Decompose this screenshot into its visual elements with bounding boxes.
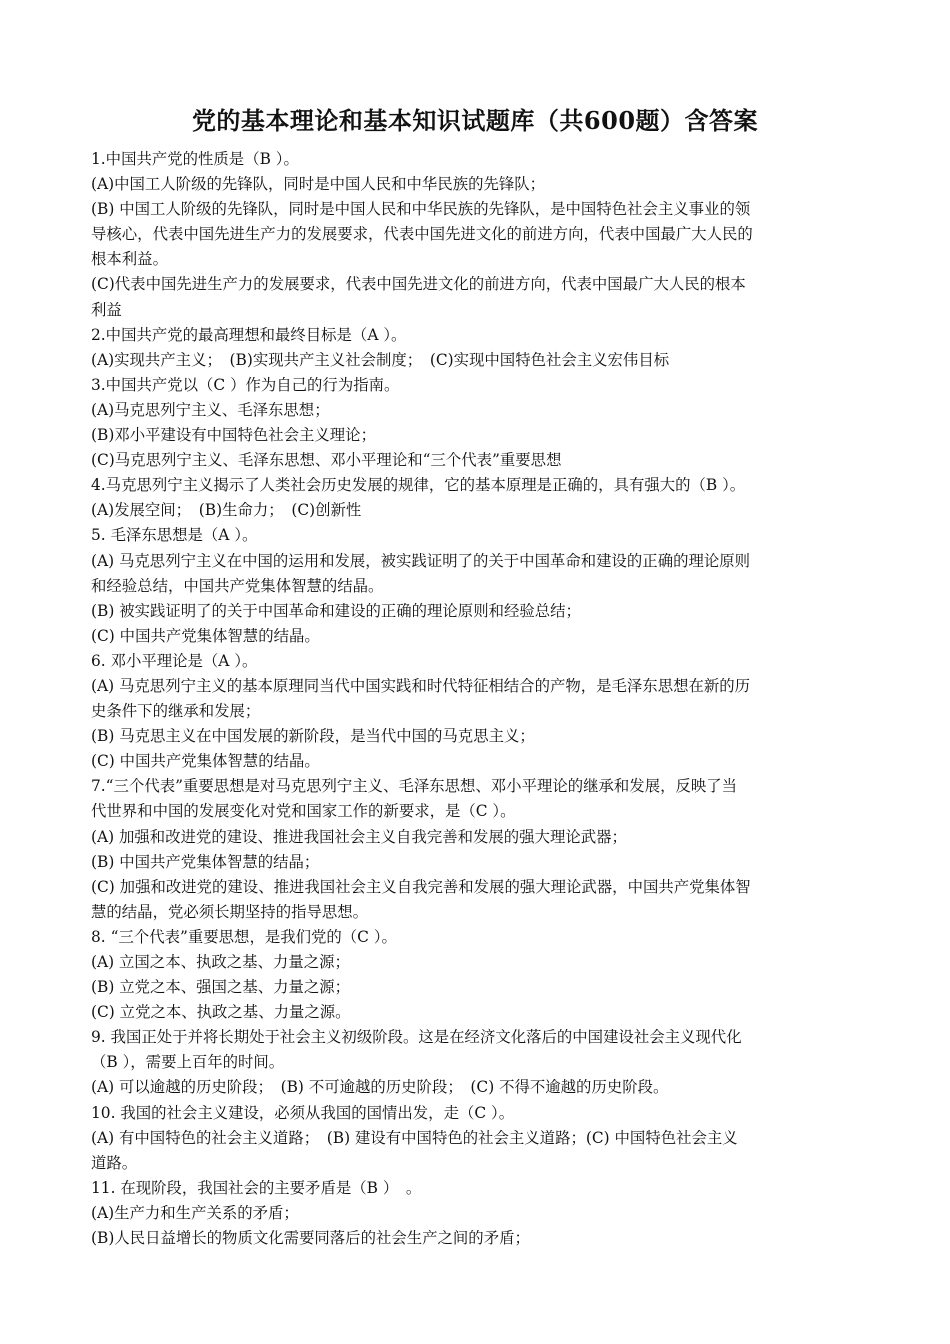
text-line: 导核心，代表中国先进生产力的发展要求，代表中国先进文化的前进方向，代表中国最广大人民的 — [91, 225, 753, 244]
text-line: 道路。 — [91, 1153, 138, 1172]
text-line: (C) 立党之本、执政之基、力量之源。 — [91, 1003, 351, 1022]
text-line: (C)代表中国先进生产力的发展要求，代表中国先进文化的前进方向，代表中国最广大人民的根本 — [91, 275, 746, 294]
text-line: 代世界和中国的发展变化对党和国家工作的新要求，是（C ）。 — [91, 802, 516, 821]
text-line: 史条件下的继承和发展； — [91, 702, 261, 721]
text-line: (B) 马克思主义在中国发展的新阶段，是当代中国的马克思主义； — [91, 727, 535, 746]
text-line: (A) 马克思列宁主义在中国的运用和发展，被实践证明了的关于中国革命和建设的正确的理论原则 — [91, 551, 751, 570]
document-body — [91, 147, 819, 1251]
text-line: 1.中国共产党的性质是（B ）。 — [91, 150, 299, 168]
text-line: 2.中国共产党的最高理想和最终目标是（A ）。 — [91, 325, 407, 344]
text-line: (C) 中国共产党集体智慧的结晶。 — [91, 752, 320, 771]
text-line: 5. 毛泽东思想是（A ）。 — [91, 526, 258, 545]
text-line: 3.中国共产党以（C ）作为自己的行为指南。 — [91, 375, 400, 394]
text-line: 和经验总结，中国共产党集体智慧的结晶。 — [91, 576, 384, 595]
text-line: (A)生产力和生产关系的矛盾； — [91, 1203, 299, 1222]
text-line: (A)中国工人阶级的先锋队，同时是中国人民和中华民族的先锋队； — [91, 175, 546, 194]
text-line: (A) 有中国特色的社会主义道路； (B) 建设有中国特色的社会主义道路；(C) 中国特色社会主义 — [91, 1128, 738, 1147]
text-line: 7.“三个代表”重要思想是对马克思列宁主义、毛泽东思想、邓小平理论的继承和发展，反映了当 — [91, 777, 738, 796]
text-line: (C) 中国共产党集体智慧的结晶。 — [91, 626, 320, 645]
document-title: 党的基本理论和基本知识试题库（共600题）含答案 — [191, 106, 759, 135]
text-line: (A)发展空间； (B)生命力； (C)创新性 — [91, 501, 362, 520]
text-line: 根本利益。 — [91, 250, 168, 269]
text-line: (B) 被实践证明了的关于中国革命和建设的正确的理论原则和经验总结； — [91, 601, 581, 620]
text-line: 4.马克思列宁主义揭示了人类社会历史发展的规律，它的基本原理是正确的，具有强大的（B ）。 — [91, 476, 746, 495]
text-line: （B ），需要上百年的时间。 — [91, 1053, 285, 1072]
text-line: (B)人民日益增长的物质文化需要同落后的社会生产之间的矛盾； — [91, 1229, 530, 1248]
text-line: (A) 可以逾越的历史阶段； (B) 不可逾越的历史阶段； (C) 不得不逾越的历史阶段。 — [91, 1078, 669, 1097]
text-line: (A)实现共产主义； (B)实现共产主义社会制度； (C)实现中国特色社会主义宏伟目标 — [91, 350, 670, 369]
text-line: (B) 中国共产党集体智慧的结晶； — [91, 852, 320, 871]
text-line: (A) 立国之本、执政之基、力量之源； — [91, 953, 350, 971]
text-line: (B) 立党之本、强国之基、力量之源； — [91, 978, 351, 997]
text-line: (A)马克思列宁主义、毛泽东思想； — [91, 400, 330, 419]
text-line: (B) 中国工人阶级的先锋队，同时是中国人民和中华民族的先锋队，是中国特色社会主义事业的领 — [91, 200, 751, 219]
text-line: 慧的结晶，党必须长期坚持的指导思想。 — [91, 902, 369, 921]
text-line: (A) 加强和改进党的建设、推进我国社会主义自我完善和发展的强大理论武器； — [91, 827, 627, 846]
text-line: (B)邓小平建设有中国特色社会主义理论； — [91, 426, 376, 445]
text-line: (C) 加强和改进党的建设、推进我国社会主义自我完善和发展的强大理论武器，中国共产党集体智 — [91, 877, 751, 896]
text-line: (A) 马克思列宁主义的基本原理同当代中国实践和时代特征相结合的产物，是毛泽东思想在新的历 — [91, 676, 751, 695]
text-line: 6. 邓小平理论是（A ）。 — [91, 651, 258, 670]
text-line: 9. 我国正处于并将长期处于社会主义初级阶段。这是在经济文化落后的中国建设社会主义现代化 — [91, 1028, 742, 1047]
text-line: (C)马克思列宁主义、毛泽东思想、邓小平理论和“三个代表”重要思想 — [91, 451, 562, 470]
text-line: 11. 在现阶段，我国社会的主要矛盾是（B ） 。 — [91, 1178, 422, 1197]
text-line: 利益 — [91, 300, 122, 319]
text-line: 10. 我国的社会主义建设，必须从我国的国情出发，走（C ）。 — [91, 1103, 515, 1122]
text-line: 8. “三个代表”重要思想，是我们党的（C ）。 — [91, 927, 397, 946]
